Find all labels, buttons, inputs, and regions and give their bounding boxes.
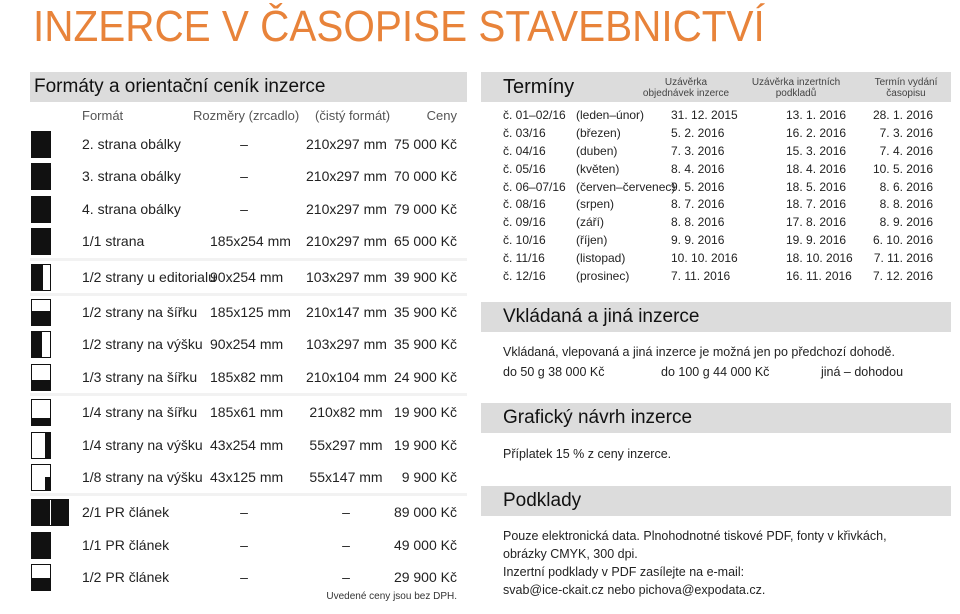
terms-row	[481, 106, 951, 124]
pricelist-row	[30, 193, 467, 225]
dimension-net: 210x297 mm	[306, 200, 387, 217]
materials-deadline: 16. 11. 2016	[786, 269, 852, 284]
materials-deadline: 15. 3. 2016	[786, 143, 847, 158]
col-dim-mirror: Rozměry (zrcadlo)	[193, 108, 300, 123]
format-name: 1/8 strany na výšku	[82, 468, 203, 485]
pricelist-row	[30, 496, 467, 528]
pricelist-heading: Formáty a orientační ceník inzerce	[30, 72, 467, 102]
col-dim-net: (čistý formát)	[315, 108, 391, 123]
terms-row	[481, 267, 951, 285]
issue-months: (březen)	[576, 125, 621, 140]
format-name: 1/3 strany na šířku	[82, 368, 198, 385]
terms-rows	[481, 102, 951, 285]
terms-row	[481, 178, 951, 196]
design-heading: Grafický návrh inzerce	[481, 403, 951, 433]
pricelist-row	[30, 328, 467, 360]
terms-header	[481, 72, 951, 102]
price: 70 000 Kč	[393, 168, 457, 185]
format-thumbnail-icon	[31, 299, 51, 326]
release-date: 7. 12. 2016	[872, 269, 933, 284]
pricelist-row	[30, 225, 467, 257]
price: 89 000 Kč	[393, 504, 457, 521]
order-deadline: 7. 11. 2016	[671, 269, 731, 284]
price: 29 900 Kč	[393, 569, 457, 586]
price: 75 000 Kč	[393, 136, 457, 152]
format-name: 1/4 strany na výšku	[82, 436, 203, 453]
format-thumbnail-icon	[31, 196, 51, 223]
terms-row	[481, 249, 951, 267]
format-name: 1/2 strany u editorialu	[82, 268, 216, 285]
terms-col-c: Termín vydání časopisu	[874, 77, 938, 99]
terms-heading: Termíny	[503, 76, 575, 98]
dimension-net: 210x297 mm	[306, 168, 387, 185]
format-name: 2. strana obálky	[82, 136, 181, 152]
dimension-mirror: –	[240, 200, 248, 217]
dimension-mirror: –	[240, 536, 248, 553]
issue-months: (říjen)	[576, 233, 608, 248]
format-thumbnail-icon	[31, 564, 51, 591]
col-format: Formát	[82, 108, 124, 123]
issue-months: (květen)	[576, 161, 620, 176]
materials-line-2: obrázky CMYK, 300 dpi.	[503, 547, 638, 561]
dimension-net: 210x297 mm	[306, 136, 387, 152]
dimension-mirror: 43x254 mm	[210, 436, 284, 453]
price: 35 900 Kč	[393, 303, 457, 320]
terms-row	[481, 231, 951, 249]
issue-number: č. 09/16	[503, 215, 546, 230]
issue-number: č. 08/16	[503, 197, 546, 212]
dimension-net: 210x297 mm	[306, 233, 387, 250]
dimension-net: 55x297 mm	[309, 436, 383, 453]
pricelist-row	[30, 128, 467, 160]
inserts-text: Vkládaná, vlepovaná a jiná inzerce je možná jen po předchozí dohodě.	[503, 345, 895, 359]
format-thumbnail-icon	[31, 532, 51, 559]
order-deadline: 9. 9. 2016	[671, 233, 725, 248]
release-date: 6. 10. 2016	[872, 233, 933, 248]
materials-line-1: Pouze elektronická data. Plnohodnotné tiskové PDF, fonty v křivkách,	[503, 529, 887, 543]
format-name: 3. strana obálky	[82, 168, 181, 185]
terms-row	[481, 124, 951, 142]
release-date: 8. 8. 2016	[879, 197, 933, 212]
dimension-net: –	[342, 536, 350, 553]
pricelist-column-headers	[30, 102, 467, 128]
issue-number: č. 06–07/16	[503, 179, 566, 194]
materials-line-4: svab@ice-ckait.cz nebo pichova@expodata.cz.	[503, 583, 766, 597]
materials-deadline: 18. 4. 2016	[786, 161, 847, 176]
format-name: 4. strana obálky	[82, 200, 181, 217]
order-deadline: 5. 2. 2016	[671, 125, 725, 140]
inserts-price-100g: do 100 g 44 000 Kč	[661, 365, 770, 379]
materials-heading: Podklady	[481, 486, 951, 516]
design-text: Příplatek 15 % z ceny inzerce.	[503, 447, 672, 461]
release-date: 28. 1. 2016	[872, 108, 933, 122]
pricelist-row	[30, 396, 467, 428]
price: 35 900 Kč	[393, 336, 457, 353]
pricelist-row	[30, 561, 467, 593]
price-note: Uvedené ceny jsou bez DPH.	[326, 591, 457, 602]
price: 49 000 Kč	[393, 536, 457, 553]
dimension-net: –	[342, 569, 350, 586]
materials-deadline: 19. 9. 2016	[786, 233, 847, 248]
order-deadline: 8. 7. 2016	[671, 197, 725, 212]
pricelist-row	[30, 296, 467, 328]
issue-number: č. 10/16	[503, 233, 546, 248]
terms-row	[481, 160, 951, 178]
issue-number: č. 04/16	[503, 143, 546, 158]
terms-row	[481, 195, 951, 213]
format-name: 1/2 strany na výšku	[82, 336, 203, 353]
materials-deadline: 18. 7. 2016	[786, 197, 847, 212]
price: 39 900 Kč	[393, 268, 457, 285]
price: 9 900 Kč	[401, 468, 457, 485]
terms-section	[481, 72, 951, 597]
dimension-mirror: –	[240, 569, 248, 586]
issue-number: č. 03/16	[503, 125, 546, 140]
pricelist-row	[30, 261, 467, 293]
pricelist-row	[30, 429, 467, 461]
dimension-net: 210x147 mm	[306, 303, 387, 320]
materials-deadline: 16. 2. 2016	[786, 125, 847, 140]
price: 65 000 Kč	[393, 233, 457, 250]
issue-number: č. 12/16	[503, 269, 546, 284]
format-name: 1/1 PR článek	[82, 536, 170, 553]
format-name: 1/2 strany na šířku	[82, 303, 198, 320]
dimension-mirror: 185x254 mm	[210, 233, 291, 250]
dimension-mirror: 90x254 mm	[210, 268, 284, 285]
issue-months: (prosinec)	[576, 269, 630, 284]
format-name: 1/2 PR článek	[82, 569, 170, 586]
dimension-net: 210x104 mm	[306, 368, 387, 385]
format-name: 2/1 PR článek	[82, 504, 170, 521]
order-deadline: 10. 10. 2016	[671, 251, 738, 266]
issue-months: (listopad)	[576, 251, 626, 266]
format-name: 1/1 strana	[82, 233, 145, 250]
order-deadline: 8. 8. 2016	[671, 215, 725, 230]
issue-months: (srpen)	[576, 197, 615, 212]
materials-deadline: 18. 5. 2016	[786, 179, 847, 194]
format-thumbnail-icon	[31, 331, 51, 358]
format-thumbnail-icon	[31, 432, 51, 459]
release-date: 10. 5. 2016	[872, 161, 933, 176]
pricelist-row	[30, 529, 467, 561]
order-deadline: 8. 4. 2016	[671, 161, 725, 176]
format-thumbnail-icon	[31, 228, 51, 255]
order-deadline: 7. 3. 2016	[671, 143, 725, 158]
terms-col-a: Uzávěrka objednávek inzerce	[642, 77, 730, 99]
order-deadline: 31. 12. 2015	[671, 108, 738, 122]
materials-deadline: 18. 10. 2016	[786, 251, 853, 266]
dimension-net: 210x82 mm	[309, 404, 383, 421]
dimension-net: 103x297 mm	[306, 336, 387, 353]
issue-months: (leden–únor)	[576, 108, 645, 122]
dimension-mirror: 43x125 mm	[210, 468, 284, 485]
pricelist-section	[30, 72, 467, 593]
issue-months: (září)	[576, 215, 604, 230]
materials-deadline: 13. 1. 2016	[786, 108, 847, 122]
order-deadline: 9. 5. 2016	[671, 179, 725, 194]
dimension-net: 55x147 mm	[309, 468, 383, 485]
price: 79 000 Kč	[393, 200, 457, 217]
dimension-mirror: –	[240, 136, 248, 152]
dimension-mirror: 185x82 mm	[210, 368, 284, 385]
terms-row	[481, 213, 951, 231]
pricelist-row	[30, 461, 467, 493]
release-date: 7. 11. 2016	[873, 251, 933, 266]
dimension-mirror: –	[240, 168, 248, 185]
pricelist-row	[30, 361, 467, 393]
release-date: 7. 4. 2016	[879, 143, 933, 158]
release-date: 8. 6. 2016	[879, 179, 933, 194]
pricelist-rows	[30, 128, 467, 593]
dimension-mirror: 185x61 mm	[210, 404, 284, 421]
issue-months: (duben)	[576, 143, 618, 158]
dimension-net: –	[342, 504, 350, 521]
inserts-price-other: jiná – dohodou	[821, 365, 904, 379]
pricelist-row	[30, 160, 467, 192]
format-thumbnail-icon	[31, 364, 51, 391]
price: 19 900 Kč	[393, 436, 457, 453]
terms-row	[481, 142, 951, 160]
format-thumbnail-icon	[31, 131, 51, 158]
format-thumbnail-icon	[31, 264, 51, 291]
price: 19 900 Kč	[393, 404, 457, 421]
issue-number: č. 01–02/16	[503, 108, 566, 122]
materials-line-3: Inzertní podklady v PDF zasílejte na e-mail:	[503, 565, 745, 579]
format-thumbnail-icon	[31, 163, 51, 190]
format-thumbnail-icon	[31, 499, 69, 526]
terms-col-b: Uzávěrka inzertních podkladů	[751, 77, 841, 99]
dimension-mirror: 185x125 mm	[210, 303, 291, 320]
inserts-heading: Vkládaná a jiná inzerce	[481, 302, 951, 332]
materials-deadline: 17. 8. 2016	[786, 215, 847, 230]
price: 24 900 Kč	[393, 368, 457, 385]
release-date: 7. 3. 2016	[879, 125, 933, 140]
col-price: Ceny	[426, 108, 457, 123]
format-name: 1/4 strany na šířku	[82, 404, 198, 421]
format-thumbnail-icon	[31, 464, 51, 491]
dimension-net: 103x297 mm	[306, 268, 387, 285]
issue-number: č. 05/16	[503, 161, 546, 176]
release-date: 8. 9. 2016	[879, 215, 933, 230]
issue-number: č. 11/16	[503, 251, 545, 266]
dimension-mirror: –	[240, 504, 248, 521]
page-title: INZERCE V ČASOPISE STAVEBNICTVÍ	[33, 2, 765, 51]
inserts-price-50g: do 50 g 38 000 Kč	[503, 365, 605, 379]
dimension-mirror: 90x254 mm	[210, 336, 284, 353]
format-thumbnail-icon	[31, 399, 51, 426]
issue-months: (červen–červenec)	[576, 179, 676, 194]
